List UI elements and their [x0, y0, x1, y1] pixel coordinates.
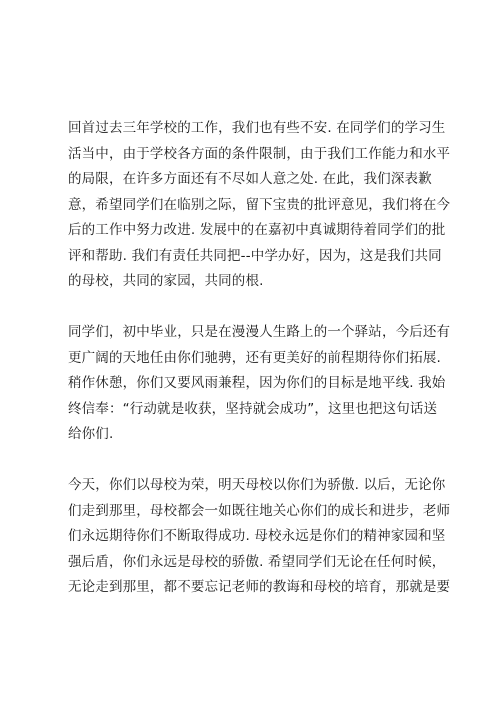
- text-line: 强后盾，你们永远是母校的骄傲. 希望同学们无论在任何时候，: [68, 553, 446, 570]
- text-line: 评和帮助. 我们有责任共同把--中学办好，因为，这是我们共同: [68, 247, 442, 264]
- text-line: 的局限，在许多方面还有不尽如人意之处. 在此，我们深表歉: [68, 171, 432, 187]
- paragraph-1: [68, 116, 451, 295]
- text-line: 今天，你们以母校为荣，明天母校以你们为骄傲. 以后，无论你: [68, 477, 446, 493]
- paragraph-2: [68, 320, 451, 448]
- text-line: 们走到那里，母校都会一如既往地关心你们的成长和进步，老师: [68, 502, 451, 519]
- text-line: 们永远期待你们不断取得成功. 母校永远是你们的精神家园和坚: [68, 528, 446, 544]
- text-line: 更广阔的天地任由你们驰骋，还有更美好的前程期待你们拓展.: [68, 349, 441, 366]
- text-line: 终信奉：“行动就是收获，坚持就会成功”，这里也把这句话送: [68, 400, 438, 417]
- text-line: 的母校，共同的家园，共同的根.: [68, 273, 264, 289]
- text-line: 无论走到那里，都不要忘记老师的教诲和母校的培育，那就是要: [68, 579, 451, 595]
- document-body: [68, 116, 451, 601]
- paragraph-spacer: [68, 295, 432, 321]
- paragraph-spacer: [68, 448, 432, 474]
- paragraph-3: [68, 473, 451, 601]
- text-line: 意，希望同学们在临别之际，留下宝贵的批评意见，我们将在今: [68, 196, 451, 213]
- text-line: 给你们.: [68, 426, 114, 442]
- text-line: 稍作休憩，你们又要风雨兼程，因为你们的目标是地平线. 我始: [68, 375, 446, 391]
- text-line: 同学们，初中毕业，只是在漫漫人生路上的一个驿站，今后还有: [68, 324, 451, 340]
- text-line: 回首过去三年学校的工作，我们也有些不安. 在同学们的学习生: [68, 120, 446, 136]
- text-line: 活当中，由于学校各方面的条件限制，由于我们工作能力和水平: [68, 145, 451, 162]
- text-line: 后的工作中努力改进. 发展中的在嘉初中真诚期待着同学们的批: [68, 222, 446, 238]
